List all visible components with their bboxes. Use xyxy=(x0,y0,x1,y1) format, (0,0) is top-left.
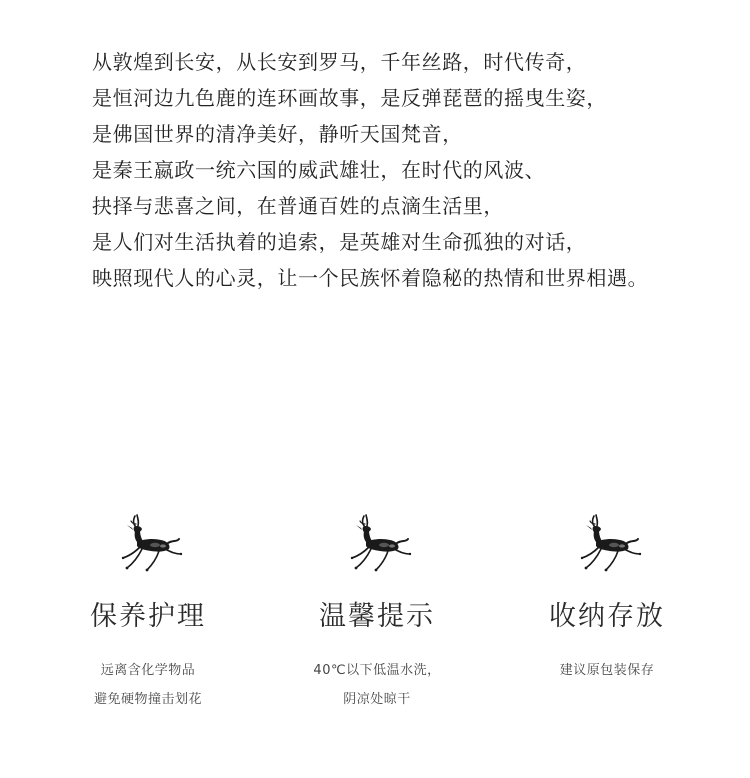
poem-line: 抉择与悲喜之间，在普通百姓的点滴生活里， xyxy=(92,194,504,218)
poem-line: 映照现代人的心灵，让一个民族怀着隐秘的热情和世界相遇。 xyxy=(92,266,649,290)
care-section-tips xyxy=(277,512,477,714)
poem-line: 是恒河边九色鹿的连环画故事，是反弹琵琶的摇曳生姿， xyxy=(92,86,607,110)
care-notes xyxy=(48,656,248,714)
poem-line: 从敦煌到长安，从长安到罗马，千年丝路，时代传奇， xyxy=(92,50,587,74)
deer-icon xyxy=(113,512,183,576)
care-section-storage xyxy=(507,512,707,685)
care-note: 远离含化学物品 xyxy=(100,663,196,678)
care-note: 避免硬物撞击划花 xyxy=(93,692,202,707)
care-notes xyxy=(277,656,477,714)
poem-line: 是佛国世界的清净美好，静听天国梵音， xyxy=(92,122,463,146)
care-notes xyxy=(507,656,707,685)
deer-icon xyxy=(572,512,642,576)
care-note: 阴凉处晾干 xyxy=(343,692,411,707)
care-section-maintenance xyxy=(48,512,248,714)
care-note: 40℃以下低温水洗， xyxy=(313,663,441,678)
poem-line: 是秦王嬴政一统六国的威武雄壮，在时代的风波、 xyxy=(92,158,546,182)
care-title: 保养护理 xyxy=(90,601,206,632)
poem-text xyxy=(92,44,732,296)
care-title: 收纳存放 xyxy=(549,601,665,632)
deer-icon xyxy=(342,512,412,576)
poem-line: 是人们对生活执着的追索，是英雄对生命孤独的对话， xyxy=(92,230,587,254)
care-note: 建议原包装保存 xyxy=(559,663,655,678)
care-title: 温馨提示 xyxy=(319,601,435,632)
